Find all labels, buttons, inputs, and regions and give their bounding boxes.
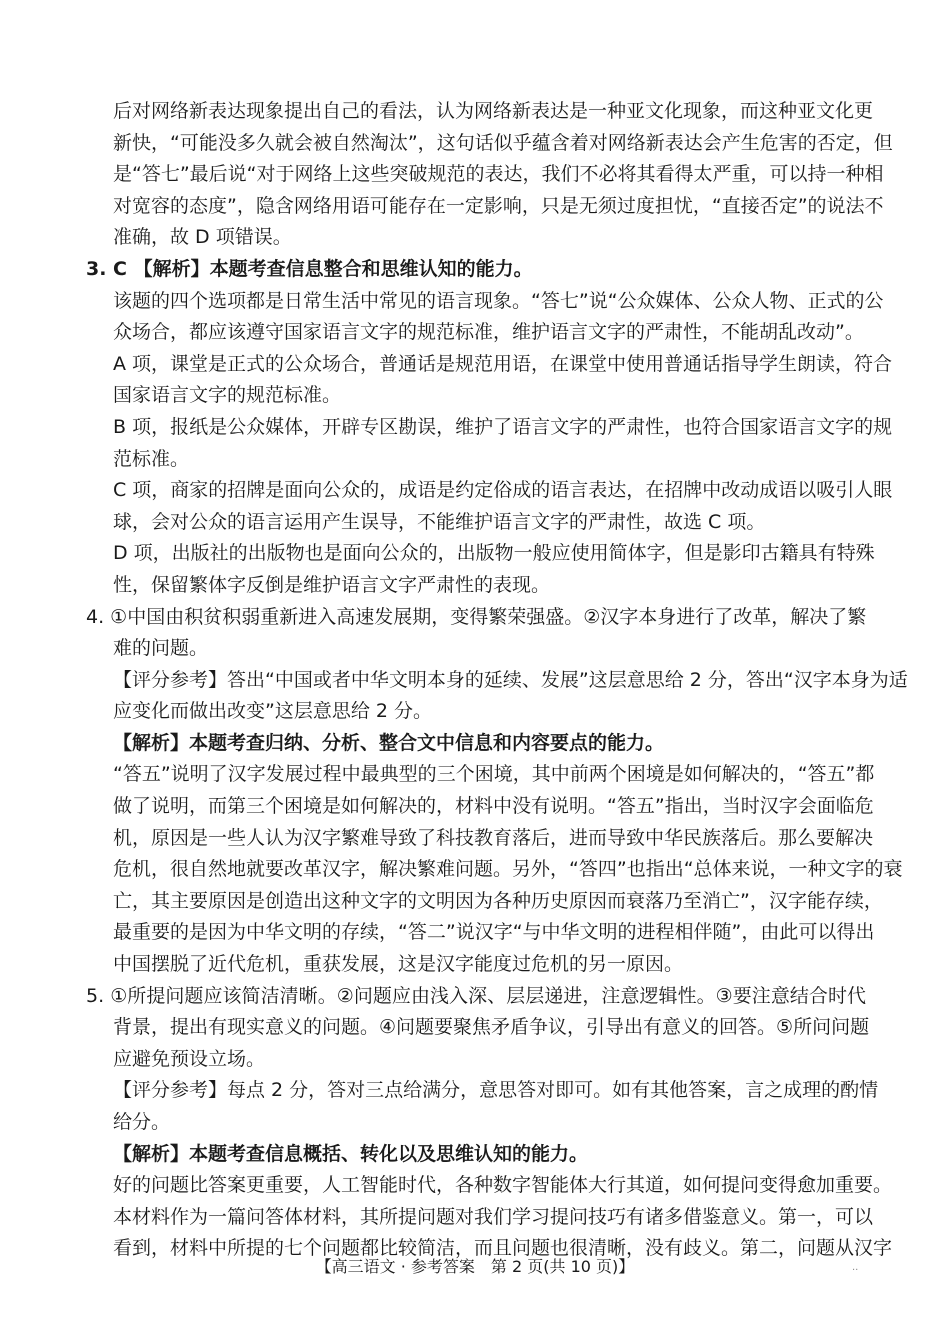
text-line: 应避免预设立场。 bbox=[113, 1047, 266, 1070]
text-line: 准确，故 D 项错误。 bbox=[113, 226, 292, 249]
text-line: 给分。 bbox=[113, 1111, 171, 1133]
text-line: 范标准。 bbox=[113, 447, 190, 470]
text-line: B 项，报纸是公众媒体，开辟专区勘误，维护了语言文字的严肃性，也符合国家语言文字的规 bbox=[113, 415, 893, 438]
text-line: 背景，提出有现实意义的问题。④问题要聚焦矛盾争议，引导出有意义的回答。⑤所问问题 bbox=[113, 1016, 870, 1039]
text-line: 对宽容的态度”，隐含网络用语可能存在一定影响，只是无须过度担忧，“直接否定”的说法不 bbox=[113, 194, 884, 217]
text-line: 是“答七”最后说“对于网络上这些突破规范的表达，我们不必将其看得太严重，可以持一种相 bbox=[113, 163, 884, 186]
text-line: A 项，课堂是正式的公众场合，普通话是规范用语，在课堂中使用普通话指导学生朗读，符合 bbox=[113, 352, 893, 375]
answer-body bbox=[86, 96, 908, 1265]
text-line: 本材料作为一篇问答体材料，其所提问题对我们学习提问技巧有诸多借鉴意义。第一，可以 bbox=[113, 1205, 874, 1228]
text-line: 5. ①所提问题应该简洁清晰。②问题应由浅入深、层层递进，注意逻辑性。③要注意结合时代 bbox=[86, 984, 866, 1007]
text-line: 新快，“可能没多久就会被自然淘汰”，这句话似乎蕴含着对网络新表达会产生危害的否定，但 bbox=[113, 131, 893, 154]
text-line: 看到，材料中所提的七个问题都比较简洁，而且问题也很清晰，没有歧义。第二，问题从汉字 bbox=[113, 1237, 893, 1260]
text-line: 性，保留繁体字反倒是维护语言文字严肃性的表现。 bbox=[113, 573, 551, 596]
text-line: 【解析】本题考查归纳、分析、整合文中信息和内容要点的能力。 bbox=[113, 731, 665, 754]
text-line: 做了说明，而第三个困境是如何解决的，材料中没有说明。“答五”指出，当时汉字会面临危 bbox=[113, 795, 874, 818]
text-line: 众场合，都应该遵守国家语言文字的规范标准，维护语言文字的严肃性，不能胡乱改动”。 bbox=[113, 321, 864, 344]
text-line: 最重要的是因为中华文明的存续，“答二”说汉字“与中华文明的进程相伴随”，由此可以得出 bbox=[113, 921, 875, 944]
text-line: 国家语言文字的规范标准。 bbox=[113, 384, 342, 407]
text-line: D 项，出版社的出版物也是面向公众的，出版物一般应使用简体字，但是影印古籍具有特殊 bbox=[113, 542, 875, 565]
text-line: 应变化而做出改变”这层意思给 2 分。 bbox=[113, 700, 433, 723]
text-line: 3. C 【解析】本题考查信息整合和思维认知的能力。 bbox=[86, 257, 533, 280]
text-line: “答五”说明了汉字发展过程中最典型的三个困境，其中前两个困境是如何解决的，“答五”都 bbox=[113, 763, 875, 786]
text-line: 【评分参考】答出“中国或者中华文明本身的延续、发展”这层意思给 2 分，答出“汉字本身为适 bbox=[113, 668, 908, 691]
page-footer: 【高三语文 · 参考答案 第 2 页(共 10 页)】 bbox=[315, 1257, 635, 1276]
text-line: 4. ①中国由积贫积弱重新进入高速发展期，变得繁荣强盛。②汉字本身进行了改革，解决了繁 bbox=[86, 605, 867, 628]
text-line: 该题的四个选项都是日常生活中常见的语言现象。“答七”说“公众媒体、公众人物、正式的公 bbox=[113, 289, 884, 312]
text-line: 中国摆脱了近代危机，重获发展，这是汉字能度过危机的另一原因。 bbox=[113, 953, 684, 976]
text-line: 难的问题。 bbox=[113, 637, 209, 660]
text-line: 后对网络新表达现象提出自己的看法，认为网络新表达是一种亚文化现象，而这种亚文化更 bbox=[113, 100, 874, 122]
text-line: 【评分参考】每点 2 分，答对三点给满分，意思答对即可。如有其他答案，言之成理的酌情 bbox=[113, 1079, 879, 1102]
corner-mark: .. bbox=[852, 1262, 859, 1273]
text-line: 好的问题比答案更重要，人工智能时代，各种数字智能体大行其道，如何提问变得愈加重要。 bbox=[113, 1174, 893, 1197]
text-line: 【解析】本题考查信息概括、转化以及思维认知的能力。 bbox=[113, 1142, 589, 1165]
text-line: C 项，商家的招牌是面向公众的，成语是约定俗成的语言表达，在招牌中改动成语以吸引人眼 bbox=[113, 479, 893, 502]
text-line: 危机，很自然地就要改革汉字，解决繁难问题。另外，“答四”也指出“总体来说，一种文字的衰 bbox=[113, 858, 903, 881]
text-line: 机，原因是一些人认为汉字繁难导致了科技教育落后，进而导致中华民族落后。那么要解决 bbox=[113, 826, 874, 849]
text-line: 亡，其主要原因是创造出这种文字的文明因为各种历史原因而衰落乃至消亡”，汉字能存续， bbox=[113, 889, 883, 912]
text-line: 球，会对公众的语言运用产生误导，不能维护语言文字的严肃性，故选 C 项。 bbox=[113, 510, 766, 533]
